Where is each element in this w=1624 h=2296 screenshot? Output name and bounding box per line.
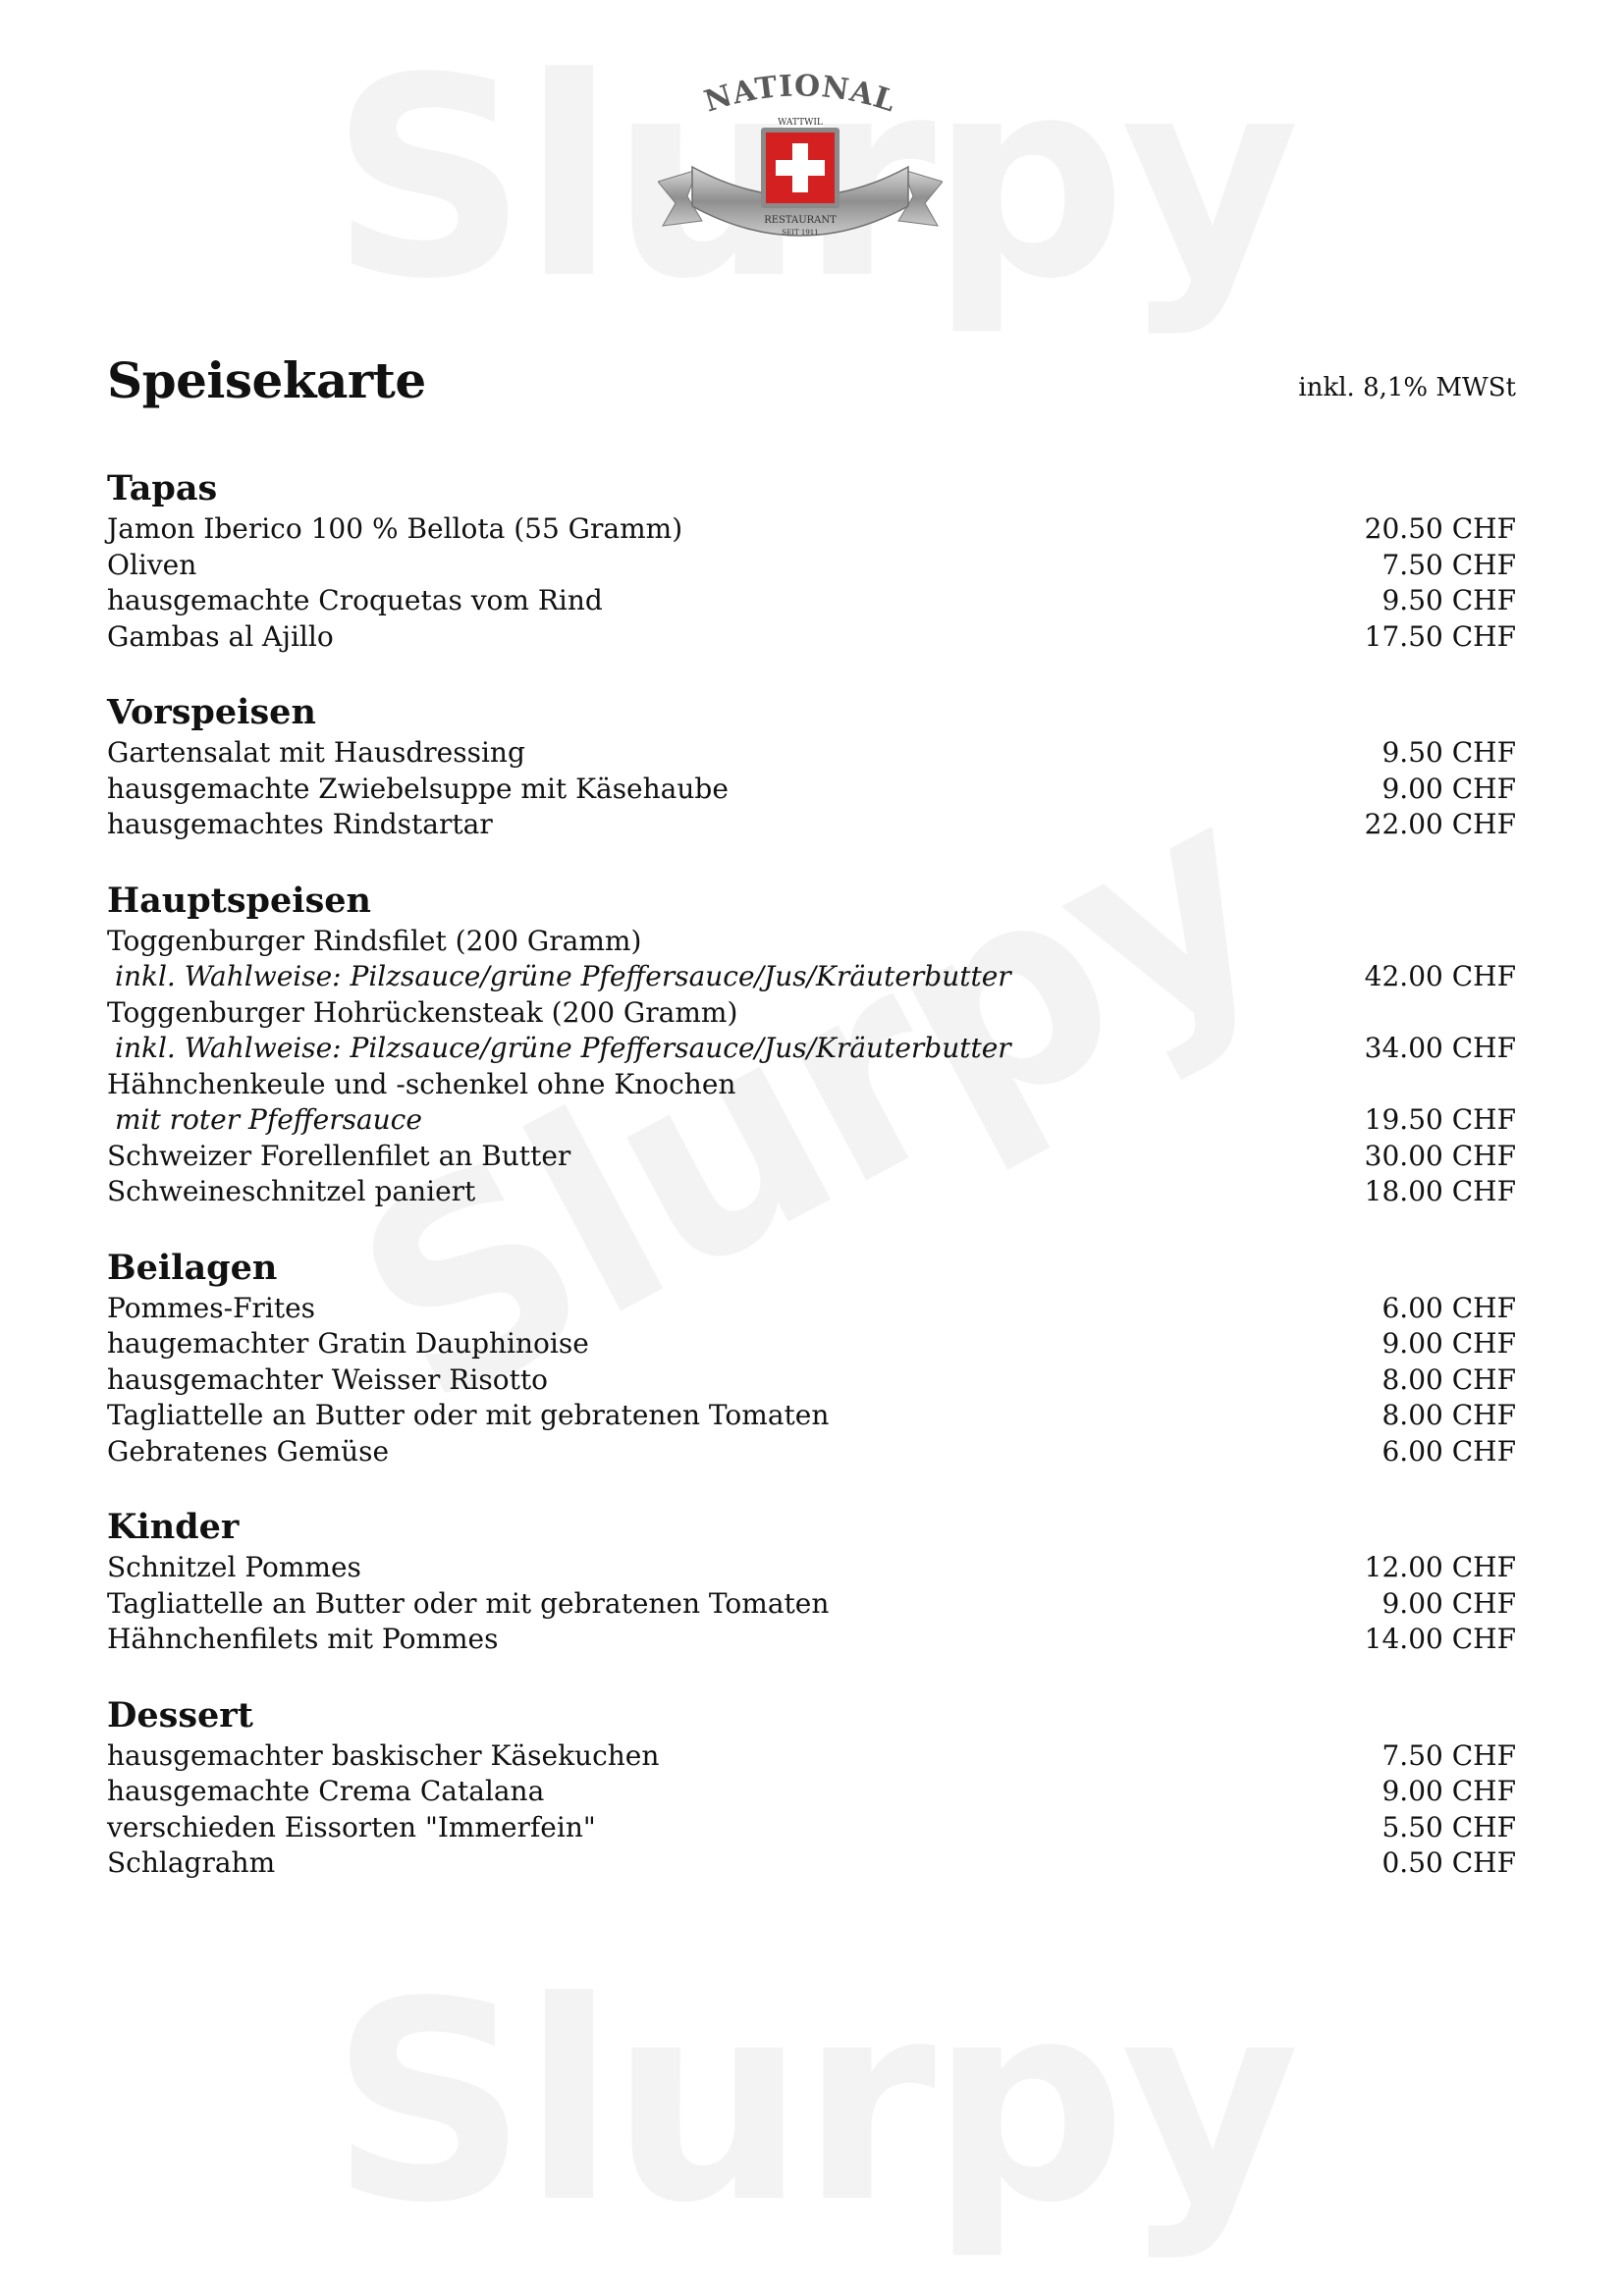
menu-item-name: Gartensalat mit Hausdressing [107,736,525,769]
menu-item-price: 8.00 CHF [1381,1399,1516,1431]
menu-item [107,1174,1516,1210]
menu-item-name: hausgemachte Croquetas vom Rind [107,584,603,616]
menu-item [107,1291,1516,1327]
logo-name: NATIONAL [700,69,900,120]
section-title: Dessert [107,1694,253,1735]
menu-item [107,1810,1516,1846]
menu-item-price: 7.50 CHF [1381,548,1516,581]
menu-section-tapas [107,466,1516,655]
menu-section-vorspeisen [107,690,1516,843]
menu-item [107,619,1516,656]
menu-item-name: Jamon Iberico 100 % Bellota (55 Gramm) [107,512,683,545]
menu-item [107,548,1516,584]
menu-item [107,1067,1516,1103]
menu-section-beilagen [107,1246,1516,1470]
menu-item [107,1586,1516,1623]
menu-item-price: 18.00 CHF [1364,1175,1516,1207]
menu-item-name: Tagliattelle an Butter oder mit gebratenen Tomaten [107,1399,830,1431]
menu-item-price: 0.50 CHF [1381,1846,1516,1879]
section-title: Vorspeisen [107,692,316,732]
section-title: Tapas [107,468,218,508]
menu-item-price: 22.00 CHF [1364,808,1516,840]
menu-item [107,1031,1516,1067]
menu-item-name: hausgemachter Weisser Risotto [107,1362,548,1396]
menu-item-price: 9.50 CHF [1381,584,1516,616]
svg-text:NATIONAL [700,69,900,119]
menu-item [107,1622,1516,1658]
menu-item-name: Schlagrahm [107,1846,276,1879]
menu-item [107,1550,1516,1586]
menu-item-price: 14.00 CHF [1364,1623,1516,1655]
menu-item-name: Schweineschnitzel paniert [107,1175,476,1207]
menu-item-name: Pommes-Frites [107,1291,316,1324]
menu-item [107,1398,1516,1434]
menu-item [107,511,1516,548]
menu-item [107,807,1516,843]
menu-item-name: verschieden Eissorten "Immerfein" [107,1810,596,1843]
menu-item [107,1774,1516,1810]
menu-item-price: 9.00 CHF [1381,772,1516,805]
menu-item-price: 8.00 CHF [1381,1362,1516,1396]
restaurant-logo [658,54,943,250]
menu-item [107,1362,1516,1399]
menu-item-name: Hähnchenfilets mit Pommes [107,1623,499,1655]
menu-item-name: Schweizer Forellenfilet an Butter [107,1139,571,1172]
menu-item-price: 17.50 CHF [1364,619,1516,653]
watermark-bottom [0,1944,1624,2264]
menu-item-name: hausgemachte Zwiebelsuppe mit Käsehaube [107,772,729,805]
menu-item-note: inkl. Wahlweise: Pilzsauce/grüne Pfeffersauce/Jus/Kräuterbutter [115,1032,1011,1064]
menu-section-hauptspeisen [107,879,1516,1210]
menu-header [107,351,1516,420]
menu-item [107,1326,1516,1362]
menu-item [107,1845,1516,1882]
menu-item [107,583,1516,619]
menu-item-name: hausgemachte Crema Catalana [107,1775,545,1807]
menu-item-price: 12.00 CHF [1364,1551,1516,1583]
menu-item-price: 20.50 CHF [1364,512,1516,545]
menu-item-price: 6.00 CHF [1381,1291,1516,1324]
logo-since: SEIT 1911 [782,229,819,237]
menu-item-name: Oliven [107,548,197,581]
menu-item-note: inkl. Wahlweise: Pilzsauce/grüne Pfeffersauce/Jus/Kräuterbutter [115,960,1011,992]
menu-item-name: Hähnchenkeule und -schenkel ohne Knochen [107,1067,736,1100]
menu-item-price: 34.00 CHF [1364,1032,1516,1064]
menu-item-price: 5.50 CHF [1381,1810,1516,1843]
menu-item [107,959,1516,995]
section-title: Kinder [107,1507,240,1547]
menu-item [107,1434,1516,1470]
menu-item-name: Gambas al Ajillo [107,619,334,653]
logo-type: RESTAURANT [764,215,837,226]
menu-item-name: hausgemachter baskischer Käsekuchen [107,1738,660,1772]
menu-item-price: 30.00 CHF [1364,1139,1516,1172]
menu-item-name: hausgemachtes Rindstartar [107,808,493,840]
menu-item [107,1139,1516,1175]
menu-item [107,735,1516,772]
menu-item [107,1738,1516,1775]
menu-item [107,924,1516,960]
vat-note: inkl. 8,1% MWSt [1298,373,1516,402]
menu-item-price: 9.50 CHF [1381,736,1516,769]
menu-item-name: haugemachter Gratin Dauphinoise [107,1327,589,1360]
section-title: Hauptspeisen [107,880,371,921]
menu-list [107,466,1516,1917]
menu-section-kinder [107,1505,1516,1658]
menu-section-dessert [107,1693,1516,1882]
menu-item-name: Toggenburger Hohrückensteak (200 Gramm) [107,995,738,1029]
menu-item-price: 9.00 CHF [1381,1586,1516,1620]
menu-item-note: mit roter Pfeffersauce [115,1103,422,1136]
menu-item-price: 7.50 CHF [1381,1738,1516,1772]
menu-item-name: Gebratenes Gemüse [107,1434,390,1468]
page-title: Speisekarte [107,351,426,409]
menu-item-name: Schnitzel Pommes [107,1551,361,1583]
menu-item-price: 6.00 CHF [1381,1434,1516,1468]
menu-item-name: Toggenburger Rindsfilet (200 Gramm) [107,924,642,957]
menu-item-price: 42.00 CHF [1364,960,1516,992]
menu-item-price: 9.00 CHF [1381,1327,1516,1360]
logo-place: WATTWIL [778,118,823,128]
menu-item-price: 19.50 CHF [1364,1103,1516,1136]
menu-item [107,995,1516,1032]
menu-item [107,1102,1516,1139]
menu-item [107,772,1516,808]
menu-item-price: 9.00 CHF [1381,1775,1516,1807]
menu-item-name: Tagliattelle an Butter oder mit gebratenen Tomaten [107,1586,830,1620]
section-title: Beilagen [107,1247,278,1288]
